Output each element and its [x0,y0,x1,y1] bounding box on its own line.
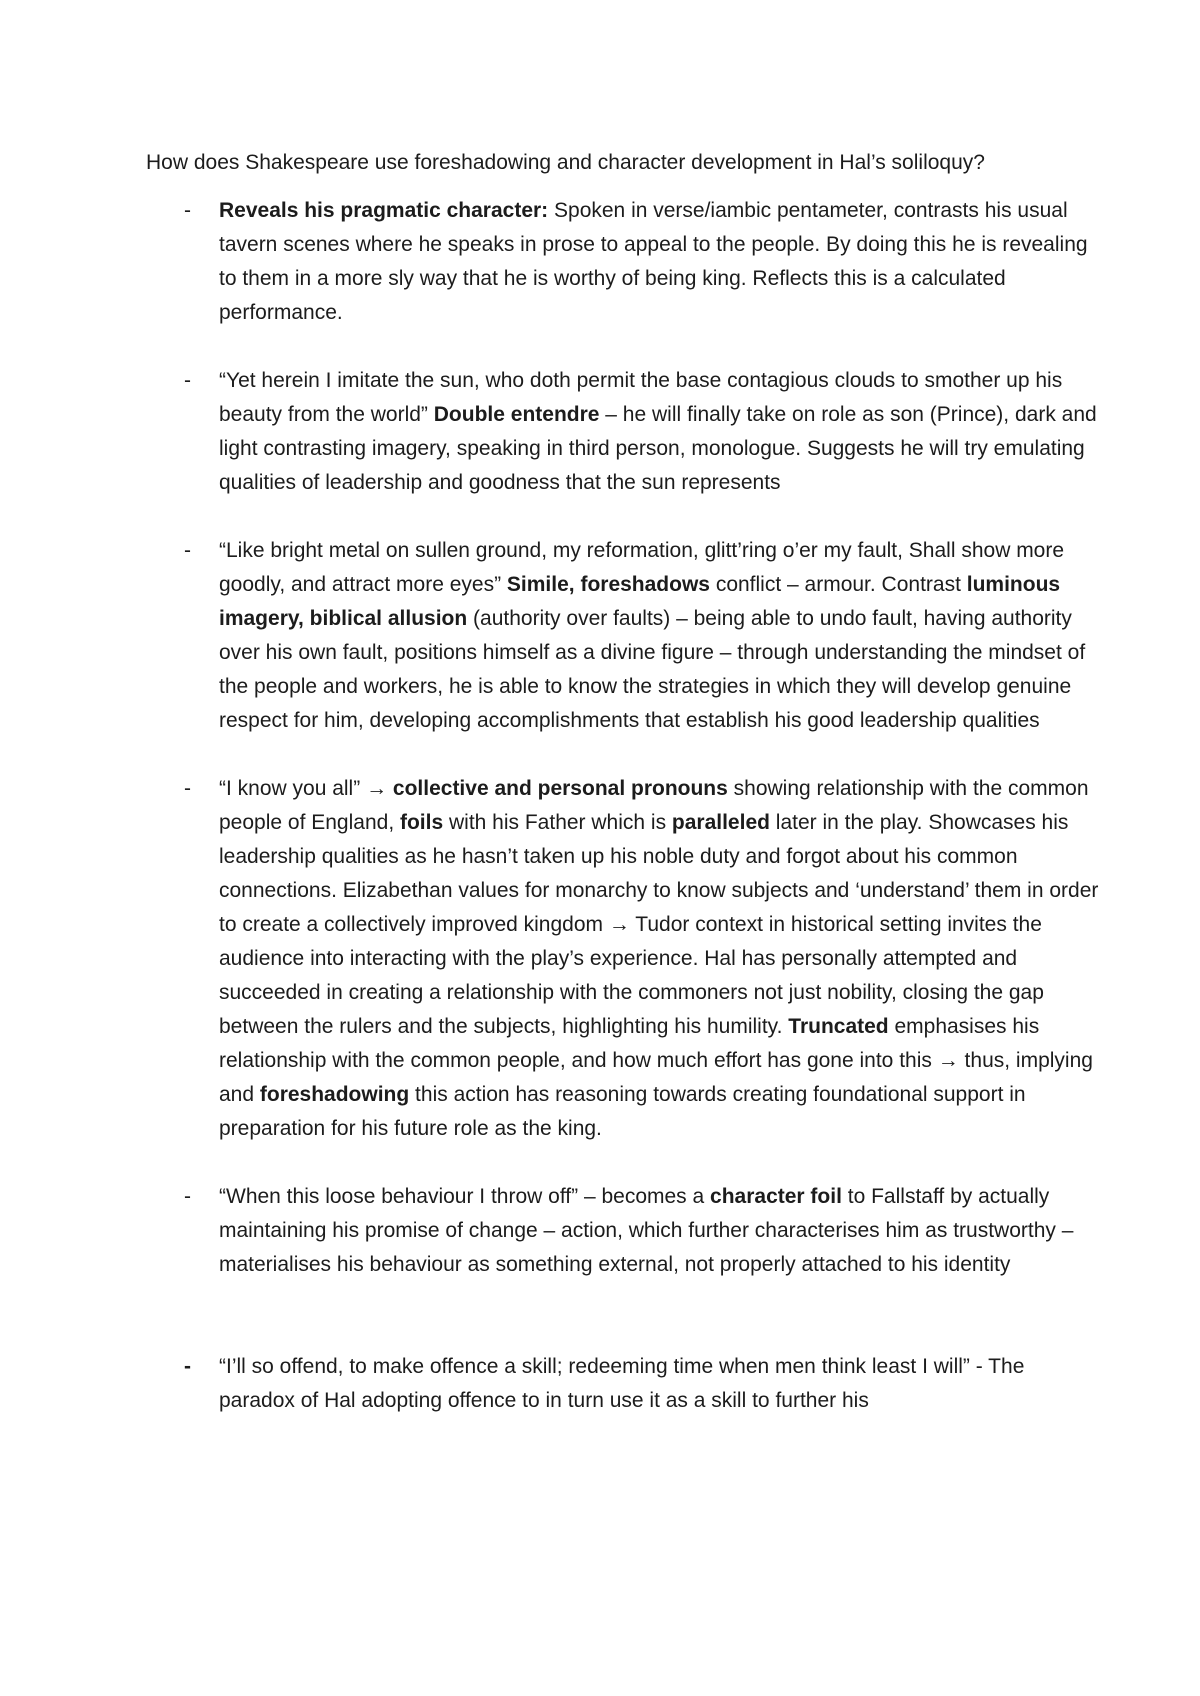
keyword-span: collective and personal pronouns [392,777,728,800]
keyword-span: Simile, foreshadows [506,573,710,596]
paragraph-spacer [146,500,1106,534]
quote-span: “I’ll so offend, to make offence a skill; redeeming time when men think least I will” - The paradox of Hal adopting offence to in turn use it as a skill to further his [219,1355,1025,1412]
keyword-span: Truncated [788,1015,889,1038]
text-span: this action has reasoning towards creating foundational support in preparation for his future role as the king. [219,1083,1026,1140]
arrow-icon: → [937,1049,959,1072]
arrow-icon: → [366,777,388,800]
bullet-dash: - [184,539,191,562]
quote-span: “Yet herein I imitate the sun, who doth permit the base contagious clouds to smother up his beauty from the world” [219,369,1063,426]
bullet-so-offend [146,1350,1106,1418]
bullet-dash: - [184,1185,191,1208]
text-span: to Fallstaff by actually maintaining his promise of change – action, which further characterises him as trustworthy – materialises his behaviour as something external, not properly attached to his identity [219,1185,1074,1276]
keyword-span: foreshadowing [259,1083,410,1106]
text-span: emphasises his relationship with the common people, and how much effort has gone into this [219,1015,1040,1072]
keyword-span: luminous imagery, biblical allusion [219,573,1061,630]
bullet-loose-behaviour [146,1180,1106,1282]
quote-span: “I know you all” [219,777,367,800]
bullet-dash: - [184,777,191,800]
text-span: conflict – armour. Contrast [709,573,967,596]
quote-span: “Like bright metal on sullen ground, my reformation, glitt’ring o’er my fault, Shall show more goodly, and attract more eyes” [219,539,1065,596]
keyword-span: foils [399,811,444,834]
analysis-bullet-list [146,194,1106,1418]
keyword-span: Double entendre [433,403,600,426]
bullet-pragmatic-character [146,194,1106,330]
text-span: with his Father which is [443,811,672,834]
text-span: later in the play. Showcases his leadership qualities as he hasn’t taken up his noble duty and forgot about his common connections. Elizabethan values for monarchy to know subjects and ‘understand’ them in order to create a collectively improved kingdom [219,811,1099,936]
text-span: thus, implying and [219,1049,1093,1106]
bullet-dash: - [184,199,191,222]
text-span: showing relationship with the common people of England, [219,777,1089,834]
bullet-bright-metal [146,534,1106,738]
bullet-dash: - [184,1355,191,1378]
text-span: – he will finally take on role as son (Prince), dark and light contrasting imagery, speaking in third person, monologue. Suggests he will try emulating qualities of leadership and goodness that the sun represents [219,403,1097,494]
question-heading: How does Shakespeare use foreshadowing and character development in Hal’s soliloquy? [146,151,985,174]
paragraph-spacer [146,738,1106,772]
keyword-span: Reveals his pragmatic character: [219,199,549,222]
paragraph-spacer [146,1282,1106,1350]
paragraph-spacer [146,1146,1106,1180]
bullet-dash: - [184,369,191,392]
quote-span: “When this loose behaviour I throw off” – becomes a [219,1185,711,1208]
text-span: Spoken in verse/iambic pentameter, contrasts his usual tavern scenes where he speaks in prose to appeal to the people. By doing this he is revealing to them in a more sly way that he is worthy of being king. Reflects this is a calculated performance. [219,199,1088,324]
bullet-imitate-the-sun [146,364,1106,500]
paragraph-spacer [146,330,1106,364]
keyword-span: character foil [710,1185,842,1208]
text-span: (authority over faults) – being able to undo fault, having authority over his own fault, positions himself as a divine figure – through understanding the mindset of the people and workers, he is able to know the strategies in which they will develop genuine respect for him, developing accomplishments that establish his good leadership qualities [219,607,1086,732]
bullet-i-know-you-all [146,772,1106,1146]
keyword-span: paralleled [671,811,770,834]
text-span: Tudor context in historical setting invites the audience into interacting with the play’s experience. Hal has personally attempted and succeeded in creating a relationship with the commoners not just nobility, closing the gap between the rulers and the subjects, highlighting his humility. [219,913,1044,1038]
arrow-icon: → [608,913,630,936]
